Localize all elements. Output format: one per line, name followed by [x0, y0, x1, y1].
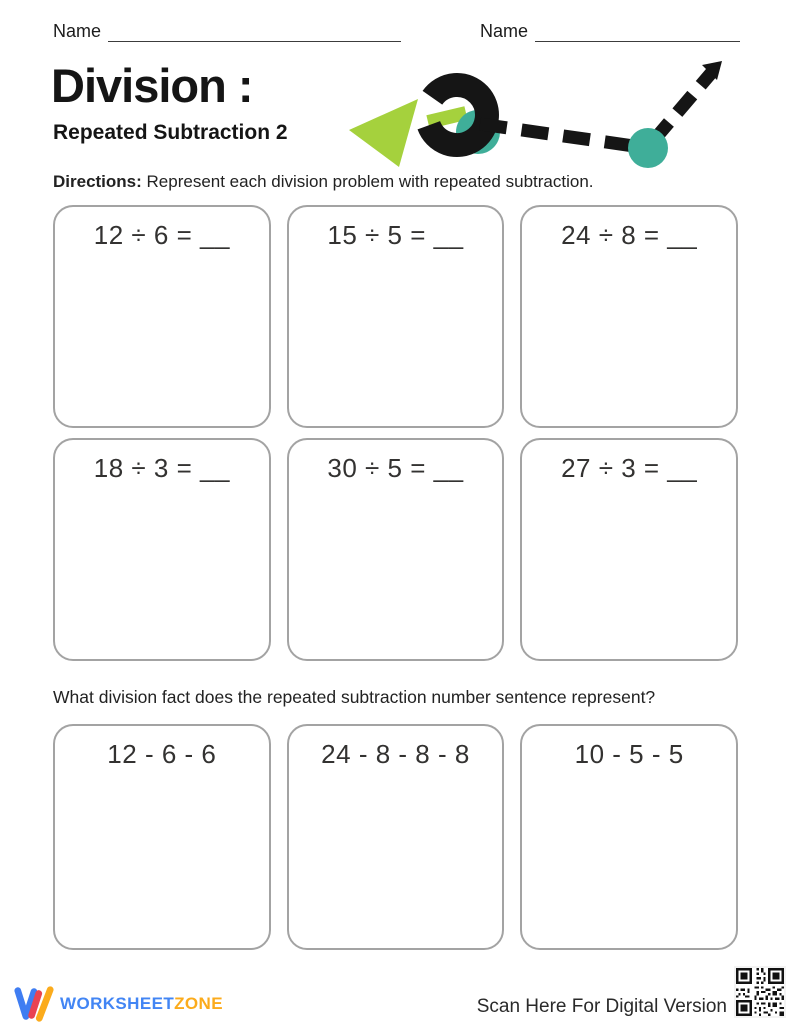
- problem-text: 18 ÷ 3 = __: [93, 453, 230, 483]
- page-subtitle: Repeated Subtraction 2: [53, 121, 288, 144]
- problem-box[interactable]: [287, 724, 505, 950]
- name-input-line[interactable]: [108, 23, 401, 42]
- brand-zone: ZONE: [174, 994, 223, 1013]
- problem-box[interactable]: [287, 205, 505, 428]
- page-title: Division :: [51, 59, 253, 112]
- problem-text: 15 ÷ 5 = __: [327, 220, 464, 250]
- brand-wordmark: [60, 994, 223, 1014]
- scan-here-label: Scan Here For Digital Version: [476, 996, 727, 1017]
- problem-box[interactable]: [53, 205, 271, 428]
- problem-text: 12 ÷ 6 = __: [93, 220, 230, 250]
- problem-text: 24 - 8 - 8 - 8: [321, 739, 470, 769]
- directions-label: Directions:: [53, 172, 142, 191]
- name-label: Name: [480, 21, 529, 41]
- name-field-left: [53, 22, 401, 42]
- brand-worksheet: WORKSHEET: [60, 994, 175, 1013]
- division-grid-row1: [53, 205, 738, 428]
- name-input-line[interactable]: [535, 23, 740, 42]
- name-field-right: [480, 22, 740, 42]
- subtraction-grid: [53, 724, 738, 950]
- qr-code-icon: [734, 966, 786, 1018]
- name-row: [53, 22, 740, 42]
- worksheetzone-logo: [13, 986, 223, 1022]
- directions-body: Represent each division problem with repeated subtraction.: [141, 172, 594, 191]
- division-grid-row2: [53, 438, 738, 661]
- problem-text: 27 ÷ 3 = __: [561, 453, 698, 483]
- problem-box[interactable]: [520, 438, 738, 661]
- problem-text: 12 - 6 - 6: [107, 739, 217, 769]
- problem-box[interactable]: [520, 724, 738, 950]
- problem-text: 30 ÷ 5 = __: [327, 453, 464, 483]
- problem-box[interactable]: [287, 438, 505, 661]
- problem-box[interactable]: [53, 438, 271, 661]
- problem-text: 24 ÷ 8 = __: [561, 220, 698, 250]
- problem-box[interactable]: [520, 205, 738, 428]
- worksheetzone-w-icon: [13, 986, 55, 1022]
- question-text: What division fact does the repeated subtraction number sentence represent?: [53, 687, 656, 707]
- dashed-arrow-doodle-icon: [338, 56, 762, 170]
- directions-text: [53, 172, 594, 192]
- problem-box[interactable]: [53, 724, 271, 950]
- problem-text: 10 - 5 - 5: [574, 739, 684, 769]
- name-label: Name: [53, 21, 102, 41]
